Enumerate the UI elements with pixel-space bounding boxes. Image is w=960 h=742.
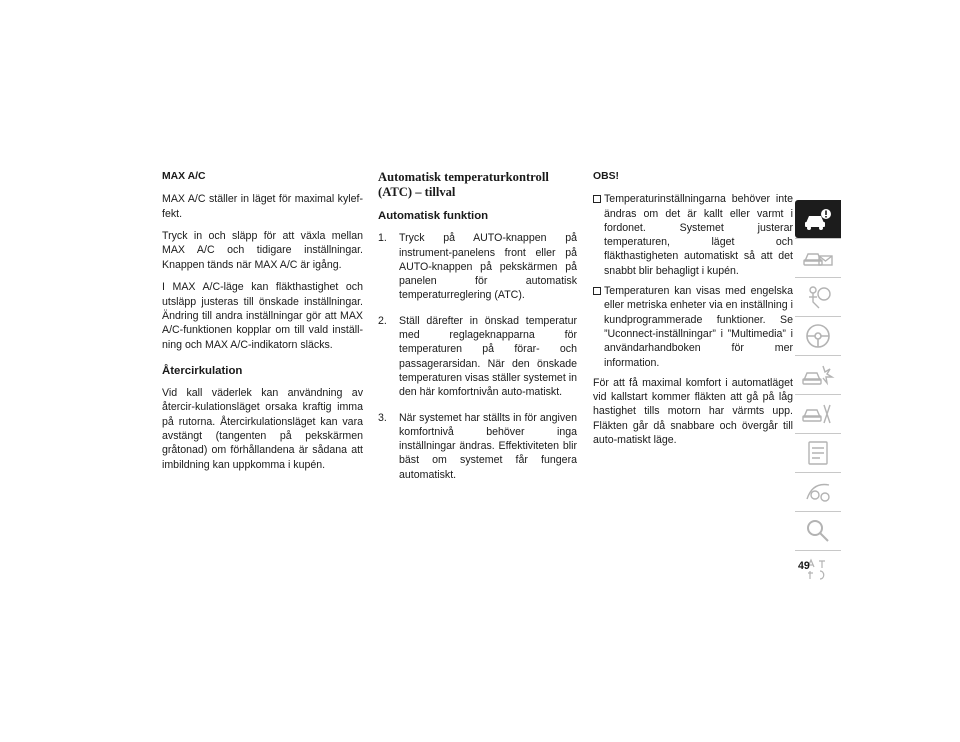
tab-car-crash[interactable] [795, 355, 841, 394]
tab-multimedia[interactable] [795, 472, 841, 511]
tab-car-service[interactable] [795, 394, 841, 433]
heading-max-ac: MAX A/C [162, 171, 206, 182]
checkbox-bullet-icon [593, 195, 601, 203]
list-item [378, 231, 577, 302]
magnifier-search-icon [801, 516, 835, 546]
step-text: Ställ därefter in önskad temperatur med reglageknapparna för temperaturen på förar- och passagerarsidan. När den önskade temperaturen visas ställer systemet in den här komfortnivån auto-matiskt. [399, 314, 577, 399]
tab-car-info[interactable] [795, 200, 841, 238]
paragraph: För att få maximal komfort i automatläget vid kallstart kommer fläkten att gå på låg hastighet tills motorn har värmts upp. Fläkten går då snabbare och övergår till auto-matiskt läge. [593, 376, 793, 447]
step-number: 1. [378, 232, 387, 245]
multimedia-icon [801, 477, 835, 507]
column-right [593, 170, 793, 456]
bullet-text: Temperaturinställningarna behöver inte ändras om det är kallt eller varmt i fordonet. Systemet justerar temperaturen, läget och fläkthastigheten automatiskt så att det snabbt blir behagligt i kupén. [604, 193, 793, 277]
heading-automatic-function: Automatisk funktion [378, 210, 489, 222]
bullet-text: Temperaturen kan visas med engelska eller metriska enheter via en inställning i kundprogrammerade funktioner. Se ”Uconnect-inställningar” i ”Multimedia” i användarhandboken för mer information. [604, 285, 793, 369]
paragraph: MAX A/C ställer in läget för maximal kylef-fekt. [162, 193, 363, 220]
tab-steering-wheel[interactable] [795, 316, 841, 355]
steering-wheel-icon [801, 321, 835, 351]
column-middle [378, 170, 577, 493]
car-crash-icon [801, 360, 835, 390]
step-list [378, 231, 577, 482]
checkbox-bullet-icon [593, 287, 601, 295]
car-service-tools-icon [801, 399, 835, 429]
car-info-icon [801, 204, 835, 234]
bullet-item [593, 284, 793, 370]
list-item [378, 411, 577, 482]
step-text: När systemet har ställts in för angiven komfortnivå behöver inga inställningar ändras. Effektiviteten blir bäst om systemet får fungera automatiskt. [399, 411, 577, 481]
list-item [378, 314, 577, 400]
step-text: Tryck på AUTO-knappen på instrument-panelens front eller på AUTO-knappen på pekskärmen på panelen för automatisk temperaturreglering (ATC). [399, 232, 577, 302]
step-number: 3. [378, 411, 387, 424]
chapter-tab-sidebar [795, 200, 841, 589]
tab-maintenance[interactable] [795, 433, 841, 472]
paragraph: Vid kall väderlek kan användning av återcir-kulationsläget orsaka kraftig imma på rutorna. Återcirkulationsläget kan vara avstängt (tangenten på pekskärmen gråtonad) om förhållandena är sådana att imbildning kan uppkomma i kupén. [162, 387, 363, 471]
paragraph: I MAX A/C-läge kan fläkthastighet och utsläpp justeras till önskade inställningar. Ändring till andra inställningar gör att MAX A/C-funktionen kopplar om till vald inställ-ning och MAX A/C-indikatorn släcks. [162, 281, 363, 351]
page-number: 49 [798, 560, 810, 572]
bullet-item [593, 192, 793, 278]
column-left [162, 170, 363, 480]
airbag-safety-icon [801, 282, 835, 312]
heading-atc: Automatisk temperaturkontroll (ATC) – tillval [378, 170, 549, 199]
heading-recirculation: Återcirkulation [162, 364, 243, 377]
paragraph: Tryck in och släpp för att växla mellan MAX A/C och tidigare inställningar. Knappen tänds när MAX A/C är igång. [162, 230, 363, 271]
maintenance-checklist-icon [801, 438, 835, 468]
tab-airbag-safety[interactable] [795, 277, 841, 316]
step-number: 2. [378, 314, 387, 327]
tab-car-mail[interactable] [795, 238, 841, 277]
tab-search[interactable] [795, 511, 841, 550]
heading-note: OBS! [593, 171, 619, 182]
car-mail-icon [801, 243, 835, 273]
